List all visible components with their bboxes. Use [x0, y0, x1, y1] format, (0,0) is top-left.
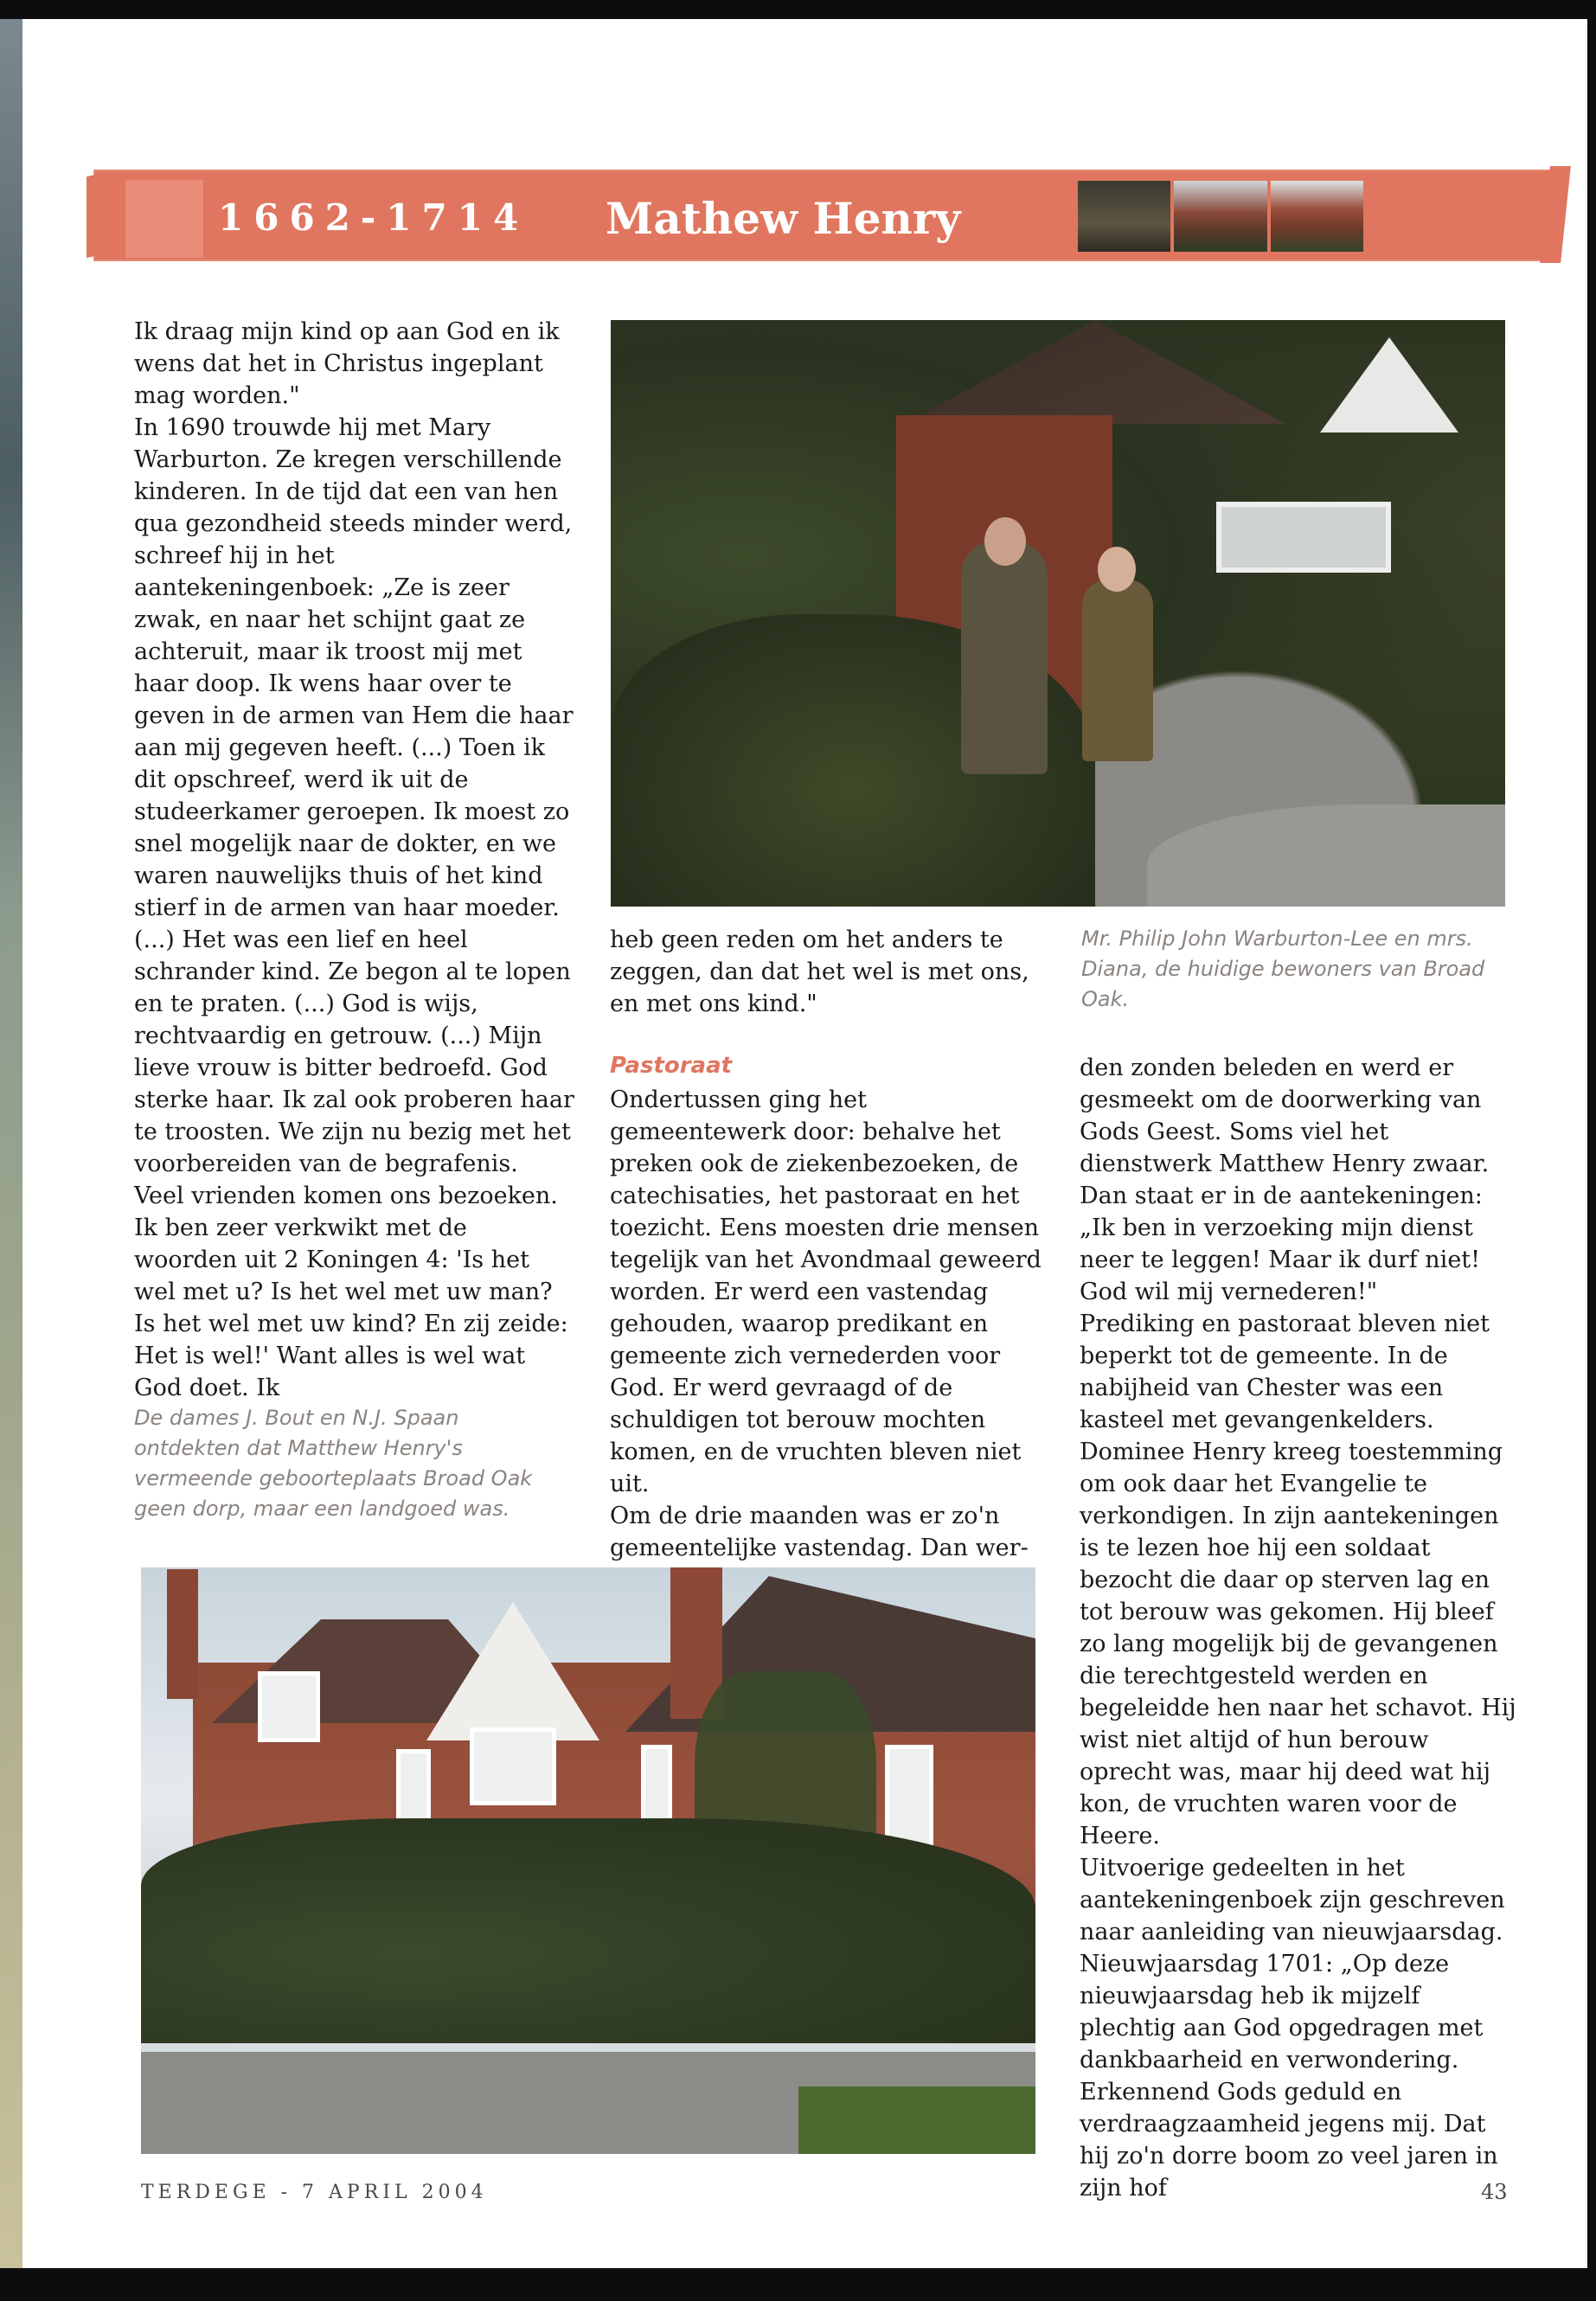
- photo-broad-oak-house: [141, 1567, 1035, 2154]
- photo-shape: [470, 1727, 556, 1805]
- thumbnail-photo: [1271, 181, 1363, 252]
- header-thumbnails: [1078, 181, 1363, 252]
- paragraph: heb geen reden om het anders te zeggen, dan dat het wel is met ons, en met ons kind.": [610, 926, 1029, 1017]
- photo-shape: [167, 1569, 198, 1699]
- page-number: 43: [1481, 2180, 1508, 2204]
- scan-border-top: [0, 0, 1596, 19]
- thumbnail-photo: [1174, 181, 1266, 252]
- paragraph: In 1690 trouwde hij met Mary Warburton. Ze kregen verschillende kinderen. In de tijd dat een van hen qua gezondheid steeds minder werd, schreef hij in het aantekeningenboek: „Ze is zeer zwak, en naar het schijnt gaat ze achteruit, maar ik troost mij met haar doop. Ik wens haar over te geven in de armen van Hem die haar aan mij gegeven heeft. (...) Toen ik dit opschreef, werd ik uit de studeerkamer geroepen. Ik moest zo snel mogelijk naar de dokter, en we waren nauwelijks thuis of het kind stierf in de armen van haar moeder. (...) Het was een lief en heel schrander kind. Ze begon al te lopen en te praten. (...) God is wijs, rechtvaardig en getrouw. (...) Mijn lieve vrouw is bitter bedroefd. God sterke haar. Ik zal ook proberen haar te troosten. We zijn nu bezig met het voorbereiden van de begrafenis. Veel vrienden komen ons bezoeken. Ik ben zeer verkwikt met de woorden uit 2 Koningen 4: 'Is het wel met u? Is het wel met uw man? Is het wel met uw kind? En zij zeide: Het is wel!' Want alles is wel wat God doet. Ik: [134, 414, 574, 1401]
- section-heading: Pastoraat: [610, 1053, 733, 1079]
- article-column-3: [1080, 1052, 1521, 2204]
- photo-shape: [1082, 580, 1153, 761]
- photo-shape: [141, 1818, 1035, 2043]
- paragraph: Uitvoerige gedeelten in het aantekeningenboek zijn geschreven naar aanleiding van nieuwjaarsdag. Nieuwjaarsdag 1701: „Op deze nieuwjaarsdag heb ik mijzelf plechtig aan God opgedragen met dankbaarheid en verwondering. Erkennend Gods geduld en verdraagzaamheid jegens mij. Dat hij zo'n dorre boom zo veel jaren in zijn hof: [1080, 1855, 1505, 2202]
- scan-border-bottom: [0, 2268, 1596, 2301]
- paragraph: Om de drie maanden was er zo'n gemeentelijke vastendag. Dan wer-: [610, 1503, 1029, 1561]
- header-years: 1662-1714: [218, 196, 529, 239]
- article-column-1: [134, 316, 575, 1404]
- photo-shape: [1320, 337, 1458, 433]
- scan-border-right: [1587, 19, 1596, 2268]
- photo-caption: De dames J. Bout en N.J. Spaan ontdekten dat Matthew Henry's vermeende geboorteplaats Broad Oak geen dorp, maar een landgoed was.: [134, 1406, 533, 1521]
- photo-shape: [1098, 547, 1136, 592]
- photo-shape: [1216, 502, 1391, 573]
- article-column-2: [610, 924, 1042, 1020]
- photo-shape: [1147, 804, 1505, 907]
- paragraph: den zonden beleden en werd er gesmeekt om de doorwerking van Gods Geest. Soms viel het dienstwerk Matthew Henry zwaar. Dan staat er in de aantekeningen: „Ik ben in verzoeking mijn dienst neer te leggen! Maar ik durf niet! God wil mij vernederen!": [1080, 1054, 1490, 1305]
- photo-shape: [885, 1745, 933, 1849]
- paragraph: Ondertussen ging het gemeentewerk door: behalve het preken ook de ziekenbezoeken, de catechisaties, het pastoraat en het toezicht. Eens moesten drie mensen tegelijk van het Avondmaal geweerd worden. Er werd een vastendag gehouden, waarop predikant en gemeente zich vernederden voor God. Er werd gevraagd of de schuldigen tot berouw mochten komen, en de vruchten bleven niet uit.: [610, 1086, 1042, 1497]
- photo-shape: [258, 1671, 320, 1742]
- photo-shape: [984, 517, 1026, 566]
- footer-publication: TERDEGE - 7 APRIL 2004: [141, 2182, 488, 2203]
- banner-decoration: [125, 180, 203, 258]
- thumbnail-photo: [1078, 181, 1170, 252]
- photo-caption: Mr. Philip John Warburton-Lee en mrs. Diana, de huidige bewoners van Broad Oak.: [1081, 926, 1485, 1011]
- photo-shape: [905, 320, 1285, 424]
- header-title: Mathew Henry: [606, 193, 961, 244]
- article-column-2-body: [610, 1084, 1042, 1564]
- photo-shape: [961, 541, 1048, 774]
- photo-shape: [798, 2086, 1035, 2154]
- scan-border-left: [0, 19, 22, 2268]
- paragraph: Prediking en pastoraat bleven niet beperkt tot de gemeente. In de nabijheid van Chester was een kasteel met gevangenkelders. Dominee Henry kreeg toestemming om ook daar het Evangelie te verkondigen. In zijn aantekeningen is te lezen hoe hij een soldaat bezocht die daar op sterven lag en tot berouw was gekomen. Hij bleef zo lang mogelijk bij de gevangenen die terechtgesteld werden en begeleidde hen naar het schavot. Hij wist niet altijd of hun berouw oprecht was, maar hij deed wat hij kon, de vruchten waren voor de Heere.: [1080, 1311, 1516, 1849]
- paragraph: Ik draag mijn kind op aan God en ik wens dat het in Christus ingeplant mag worden.": [134, 318, 560, 409]
- photo-residents: [611, 320, 1505, 907]
